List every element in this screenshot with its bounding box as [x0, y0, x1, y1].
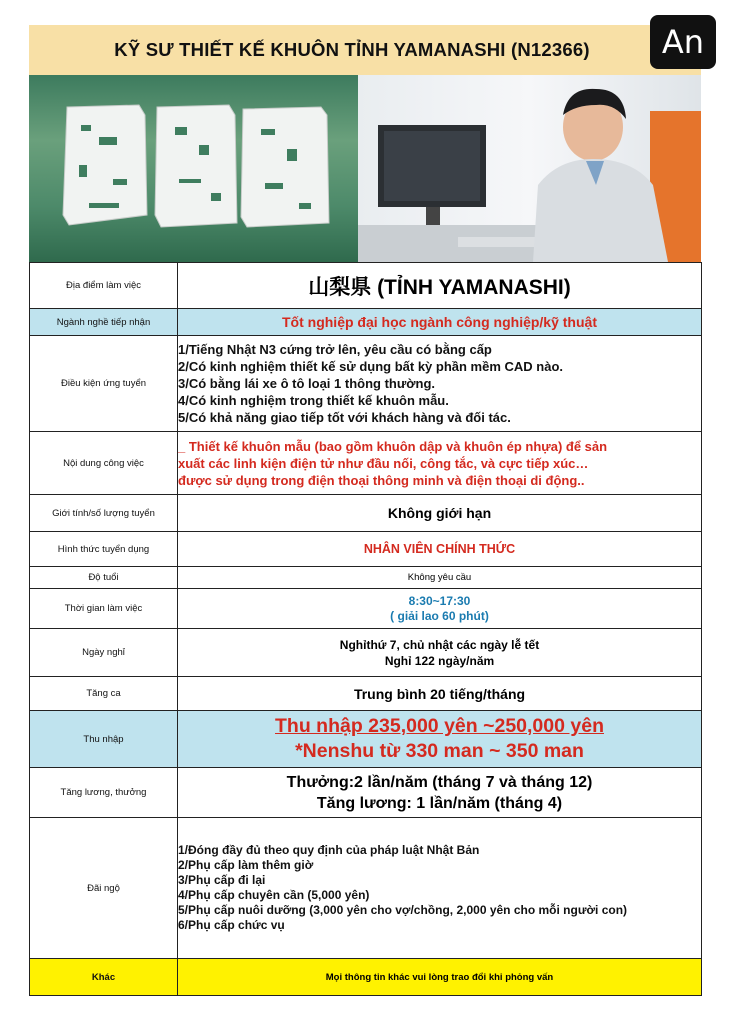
label-other: Khác — [30, 959, 178, 996]
value-location: 山梨県 (TỈNH YAMANASHI) — [178, 263, 702, 309]
value-income — [178, 711, 702, 768]
benefit-item: 1/Đóng đầy đủ theo quy định của pháp luật Nhật Bản — [178, 843, 480, 857]
label-overtime: Tăng ca — [30, 677, 178, 711]
job-content-line: xuất các linh kiện điện tử như đầu nối, công tắc, và cực tiếp xúc… — [178, 455, 589, 471]
working-hours-time: 8:30~17:30 — [408, 593, 471, 608]
benefit-item: 4/Phụ cấp chuyên cần (5,000 yên) — [178, 888, 370, 902]
working-hours-break: ( giải lao 60 phút) — [390, 608, 489, 623]
label-income: Thu nhập — [30, 711, 178, 768]
mold-parts-illustration — [29, 75, 358, 262]
header-banner — [29, 25, 701, 75]
row-raise-bonus — [30, 768, 702, 818]
row-other — [30, 959, 702, 996]
label-job-content: Nội dung công việc — [30, 432, 178, 495]
label-days-off: Ngày nghỉ — [30, 629, 178, 677]
job-content-line: được sử dụng trong điện thoại thông minh và điện thoại di động.. — [178, 472, 585, 488]
requirement-item: 2/Có kinh nghiệm thiết kế sử dụng bất kỳ phần mềm CAD nào. — [178, 359, 564, 374]
label-industry: Ngành nghề tiếp nhận — [30, 309, 178, 336]
label-location: Địa điểm làm việc — [30, 263, 178, 309]
row-gender-quota — [30, 495, 702, 532]
row-job-content — [30, 432, 702, 495]
value-days-off — [178, 629, 702, 677]
row-days-off — [30, 629, 702, 677]
job-content-line: _ Thiết kế khuôn mẫu (bao gồm khuôn dập và khuôn ép nhựa) để sản — [178, 438, 608, 454]
income-annual: *Nenshu từ 330 man ~ 350 man — [295, 740, 584, 762]
row-location — [30, 263, 702, 309]
raise-line: Tăng lương: 1 lần/năm (tháng 4) — [316, 794, 563, 812]
value-gender-quota: Không giới hạn — [178, 495, 702, 532]
benefit-item: 5/Phụ cấp nuôi dưỡng (3,000 yên cho vợ/chồng, 2,000 yên cho mỗi người con) — [178, 903, 628, 917]
value-overtime: Trung bình 20 tiếng/tháng — [178, 677, 702, 711]
value-benefits — [178, 818, 702, 959]
row-working-hours — [30, 589, 702, 629]
bonus-line: Thưởng:2 lần/năm (tháng 7 và tháng 12) — [286, 773, 593, 791]
brand-logo: An — [650, 15, 716, 69]
days-off-line: Nghỉthứ 7, chủ nhật các ngày lễ tết — [339, 637, 540, 652]
label-age: Độ tuổi — [30, 567, 178, 589]
value-job-content — [178, 432, 702, 495]
engineer-photo — [358, 75, 701, 262]
engineer-illustration — [358, 75, 701, 262]
benefit-item: 2/Phụ cấp làm thêm giờ — [178, 858, 314, 872]
mold-parts-photo — [29, 75, 358, 262]
requirement-item: 4/Có kinh nghiệm trong thiết kế khuôn mẫu. — [178, 393, 449, 408]
days-off-count: Nghỉ 122 ngày/năm — [384, 653, 495, 668]
requirement-item: 3/Có bằng lái xe ô tô loại 1 thông thường. — [178, 376, 435, 391]
benefit-item: 3/Phụ cấp đi lại — [178, 873, 266, 887]
income-salary: Thu nhập 235,000 yên ~250,000 yên — [275, 715, 604, 737]
value-age: Không yêu cầu — [178, 567, 702, 589]
row-employment-type — [30, 532, 702, 567]
page-title: KỸ SƯ THIẾT KẾ KHUÔN TỈNH YAMANASHI (N12366) — [114, 39, 590, 60]
row-age — [30, 567, 702, 589]
requirement-item: 1/Tiếng Nhật N3 cứng trở lên, yêu cầu có bằng cấp — [178, 342, 492, 357]
value-employment-type: NHÂN VIÊN CHÍNH THỨC — [178, 532, 702, 567]
label-benefits: Đãi ngộ — [30, 818, 178, 959]
row-requirements — [30, 336, 702, 432]
label-working-hours: Thời gian làm việc — [30, 589, 178, 629]
value-industry: Tốt nghiệp đại học ngành công nghiệp/kỹ thuật — [178, 309, 702, 336]
value-raise-bonus — [178, 768, 702, 818]
row-industry — [30, 309, 702, 336]
row-benefits — [30, 818, 702, 959]
value-working-hours — [178, 589, 702, 629]
label-employment-type: Hình thức tuyển dụng — [30, 532, 178, 567]
hero-banner — [29, 75, 701, 262]
row-overtime — [30, 677, 702, 711]
requirement-item: 5/Có khả năng giao tiếp tốt với khách hàng và đối tác. — [178, 410, 511, 425]
job-info-table — [29, 262, 702, 996]
value-requirements — [178, 336, 702, 432]
row-income — [30, 711, 702, 768]
value-other: Mọi thông tin khác vui lòng trao đổi khi phỏng vấn — [178, 959, 702, 996]
label-raise-bonus: Tăng lương, thưởng — [30, 768, 178, 818]
label-requirements: Điều kiện ứng tuyển — [30, 336, 178, 432]
label-gender-quota: Giới tính/số lượng tuyển — [30, 495, 178, 532]
benefit-item: 6/Phụ cấp chức vụ — [178, 918, 285, 932]
